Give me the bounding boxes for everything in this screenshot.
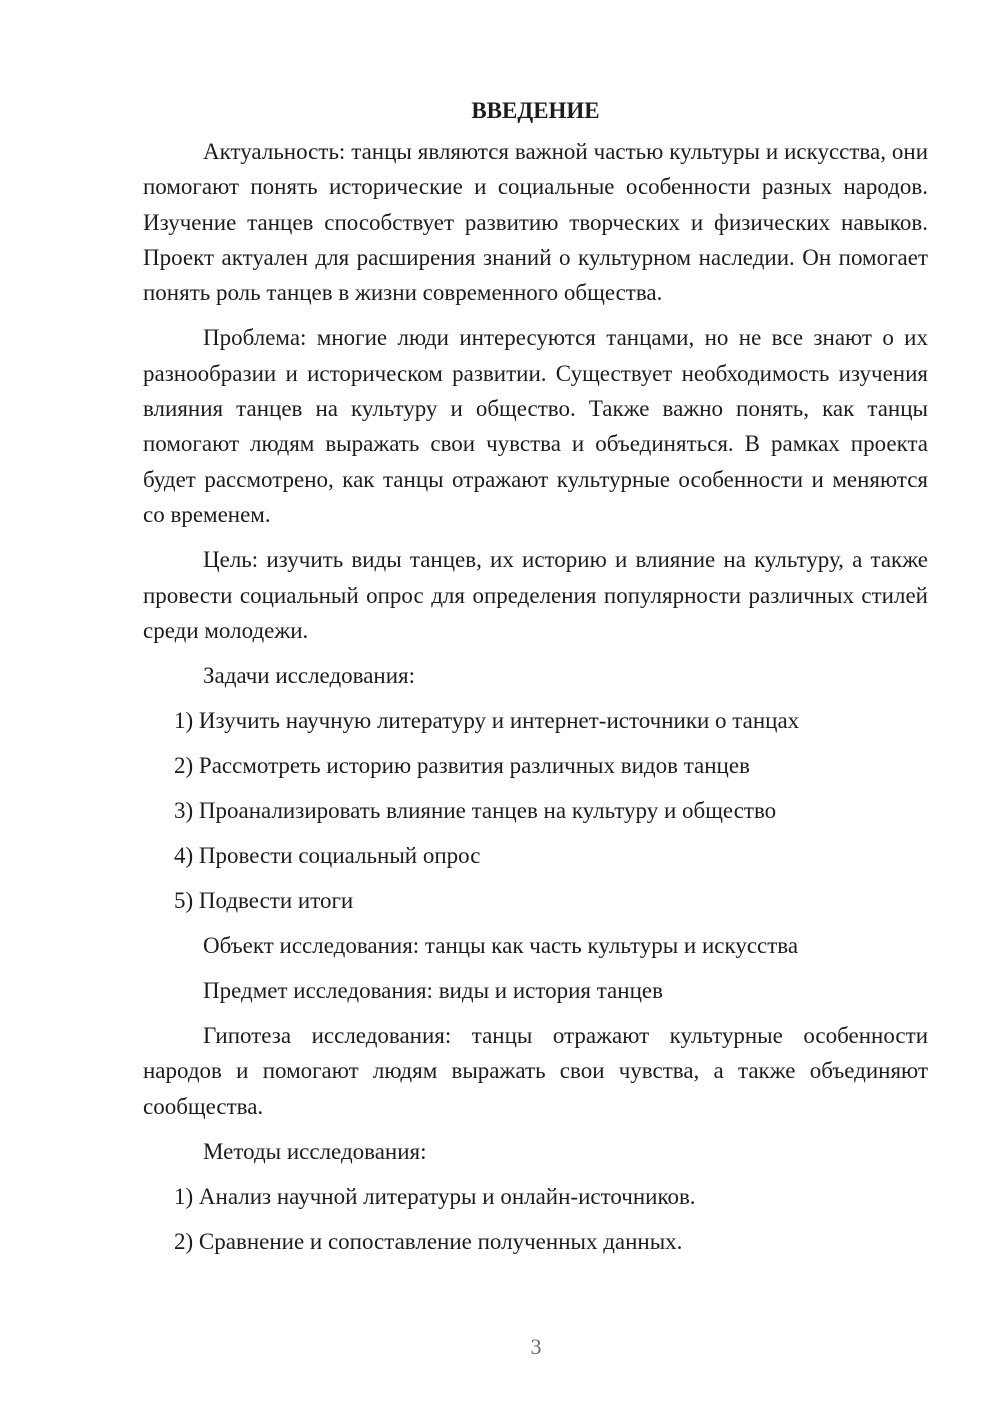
tasks-heading: Задачи исследования:: [203, 663, 416, 689]
list-item: 1) Изучить научную литературу и интернет-источники о танцах: [174, 708, 800, 734]
methods-heading: Методы исследования:: [203, 1139, 427, 1165]
goal-paragraph: Цель: изучить виды танцев, их историю и влияние на культуру, а также провести социальный опрос для определения популярности различных стилей среди молодежи.: [143, 547, 928, 643]
hypothesis-paragraph: Гипотеза исследования: танцы отражают культурные особенности народов и помогают людям выражать свои чувства, а также объединяют сообщества.: [143, 1023, 928, 1119]
problem-paragraph: Проблема: многие люди интересуются танцами, но не все знают о их разнообразии и историческом развитии. Существует необходимость изучения влияния танцев на культуру и общество. Также важно понять, как танцы помогают людям выражать свои чувства и объединяться. В рамках проекта будет рассмотрено, как танцы отражают культурные особенности и меняются со временем.: [143, 325, 928, 527]
list-item: 3) Проанализировать влияние танцев на культуру и общество: [174, 798, 777, 824]
list-item: 2) Сравнение и сопоставление полученных данных.: [174, 1229, 683, 1255]
page-content: [143, 96, 928, 1269]
page-title: ВВЕДЕНИЕ: [471, 98, 600, 123]
page-number: 3: [530, 1334, 542, 1359]
list-item: 2) Рассмотреть историю развития различных видов танцев: [174, 753, 750, 779]
list-item: 4) Провести социальный опрос: [174, 843, 481, 869]
relevance-paragraph: Актуальность: танцы являются важной частью культуры и искусства, они помогают понять исторические и социальные особенности разных народов. Изучение танцев способствует развитию творческих и физических навыков. Проект актуален для расширения знаний о культурном наследии. Он помогает понять роль танцев в жизни современного общества.: [143, 139, 928, 306]
list-item: 1) Анализ научной литературы и онлайн-источников.: [174, 1184, 696, 1210]
object-line: Объект исследования: танцы как часть культуры и искусства: [203, 933, 799, 959]
list-item: 5) Подвести итоги: [174, 888, 354, 914]
tasks-list: [143, 703, 928, 918]
subject-line: Предмет исследования: виды и история танцев: [203, 978, 663, 1004]
methods-list: [143, 1179, 928, 1259]
